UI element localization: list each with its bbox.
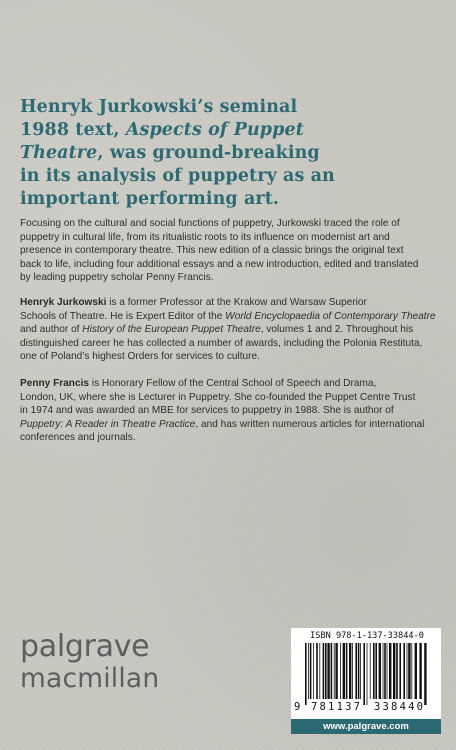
- author-bio-jurkowski: [20, 296, 440, 364]
- barcode-bar: [387, 643, 388, 699]
- book-title: Aspects of Puppet: [125, 120, 304, 140]
- headline-blurb: [20, 96, 430, 211]
- barcode-bar: [360, 643, 361, 699]
- barcode-bar: [334, 643, 335, 699]
- publisher-website-link[interactable]: www.palgrave.com: [291, 719, 441, 734]
- barcode-bar: [340, 643, 341, 699]
- barcode-first-digit: 9: [294, 701, 301, 713]
- book-title: Theatre: [20, 143, 98, 163]
- paragraph-line: in 1974 and was awarded an MBE for services to puppetry in 1988. She is author of: [20, 405, 394, 417]
- barcode-bar: [355, 643, 357, 699]
- logo-word-palgrave: palgrave: [20, 629, 150, 664]
- barcode-bar: [370, 643, 371, 699]
- author-name: Henryk Jurkowski: [20, 297, 107, 308]
- paragraph-line: Puppetry: A Reader in Theatre Practice, and has written numerous articles for international: [20, 418, 425, 430]
- paragraph-line: one of Poland’s highest Orders for services to culture.: [20, 351, 260, 363]
- barcode-bar: [393, 643, 395, 699]
- barcode-bar: [363, 643, 365, 705]
- headline-line: Theatre, was ground-breaking: [20, 143, 320, 163]
- barcode-bar: [384, 643, 386, 699]
- barcode-bar: [313, 643, 314, 699]
- paragraph-line: puppetry in cultural life, from its ritualistic roots to its influence on modernist art and: [20, 231, 390, 243]
- work-title: Puppetry: A Reader in Theatre Practice: [20, 418, 196, 430]
- barcode-bar: [319, 643, 320, 699]
- barcode-bar: [403, 643, 405, 699]
- barcode-bar: [343, 643, 345, 699]
- barcode-bar: [407, 643, 408, 699]
- barcode-bar: [424, 643, 426, 705]
- barcode-bar: [411, 643, 412, 699]
- paragraph-line: Henryk Jurkowski is a former Professor at the Krakow and Warsaw Superior: [20, 297, 367, 308]
- barcode-bar: [373, 643, 375, 699]
- barcode-bar: [327, 643, 329, 699]
- paragraph-line: back to life, including four additional essays and a new introduction, edited and translated: [20, 258, 419, 270]
- paragraph-line: distinguished career he has collected a number of awards, including the Polonia Restituta,: [20, 337, 423, 349]
- headline-line: 1988 text, Aspects of Puppet: [20, 120, 304, 140]
- barcode-bar: [367, 643, 368, 705]
- paragraph-line: and author of History of the European Puppet Theatre, volumes 1 and 2. Throughout his: [20, 324, 414, 336]
- headline-line: important performing art.: [20, 189, 280, 209]
- barcode-bar: [305, 643, 307, 705]
- publisher-logo: [20, 630, 159, 694]
- logo-word-macmillan: macmillan: [20, 663, 160, 694]
- intro-paragraph: [20, 217, 440, 285]
- work-title: History of the European Puppet Theatre: [82, 324, 261, 336]
- barcode-bar: [352, 643, 353, 699]
- author-bio-francis: [20, 377, 440, 445]
- barcode-bar: [335, 643, 337, 699]
- barcode-bar: [316, 643, 318, 699]
- barcode-bar: [408, 643, 410, 699]
- barcode-bar: [308, 643, 309, 699]
- barcode-group-1: 781137: [311, 701, 363, 713]
- barcode-bar: [325, 643, 327, 699]
- barcode-bar: [346, 643, 348, 699]
- author-name: Penny Francis: [20, 378, 90, 389]
- barcode-bar: [389, 643, 391, 699]
- paragraph-line: by leading puppetry scholar Penny Francis.: [20, 272, 214, 284]
- barcode-bar: [396, 643, 398, 699]
- paragraph-line: London, UK, where she is Lecturer in Puppetry. She co-founded the Puppet Centre Trust: [20, 391, 416, 403]
- barcode-bar: [379, 643, 381, 699]
- headline-line: in its analysis of puppetry as an: [20, 166, 335, 186]
- barcode-panel: [291, 628, 441, 734]
- barcode-bar: [310, 643, 312, 699]
- barcode-bar: [331, 643, 333, 699]
- work-title: World Encyclopaedia of Contemporary Theatre: [225, 310, 436, 322]
- barcode-bar: [349, 643, 351, 699]
- paragraph-line: Focusing on the cultural and social functions of puppetry, Jurkowski traced the role of: [20, 218, 400, 229]
- barcode-icon: [301, 643, 431, 705]
- barcode-bar: [383, 643, 384, 699]
- headline-line: Henryk Jurkowski’s seminal: [20, 97, 298, 117]
- barcode-bar: [415, 643, 417, 699]
- paragraph-line: presence in contemporary theatre. This new edition of a classic brings the original text: [20, 245, 404, 257]
- barcode-bar: [358, 643, 360, 699]
- paragraph-line: Penny Francis is Honorary Fellow of the Central School of Speech and Drama,: [20, 378, 377, 389]
- barcode-bar: [375, 643, 377, 699]
- barcode-bar: [323, 643, 325, 699]
- paragraph-line: Schools of Theatre. He is Expert Editor of the World Encyclopaedia of Contemporary Theatre: [20, 310, 436, 322]
- barcode-bar: [399, 643, 401, 699]
- barcode-bar: [419, 643, 421, 699]
- paragraph-line: conferences and journals.: [20, 432, 136, 444]
- isbn-label: ISBN 978-1-137-33844-0: [310, 631, 424, 641]
- barcode-group-2: 338440: [374, 701, 426, 713]
